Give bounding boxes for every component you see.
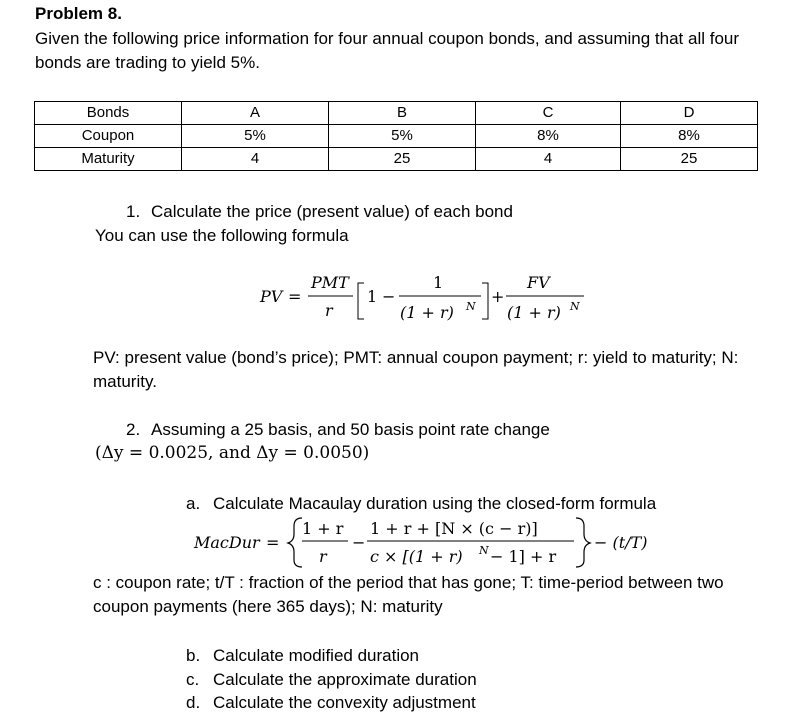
table-cell: C [476, 102, 621, 125]
item-text: Calculate the convexity adjustment [213, 693, 476, 712]
question-2 [126, 420, 550, 440]
question-number: 1. [126, 202, 141, 221]
table-cell: 4 [182, 148, 329, 171]
question-2d [186, 693, 476, 713]
item-text: Calculate the approximate duration [213, 670, 477, 689]
table-cell: A [182, 102, 329, 125]
equals-sign: = [266, 533, 280, 552]
one-term: 1 [367, 287, 378, 306]
minus-sign: − [382, 287, 396, 306]
fv-denominator: (1 + r) [507, 303, 561, 322]
rate-change-values: (Δy = 0.0025, and Δy = 0.0050) [95, 443, 370, 463]
question-2c [186, 670, 477, 690]
question-1 [126, 202, 513, 222]
right-brace [576, 518, 590, 567]
table-cell: 4 [476, 148, 621, 171]
plus-sign: + [491, 287, 505, 306]
minus-sign: − [352, 533, 366, 552]
den2: c × [(1 + r) [370, 547, 463, 566]
num1: 1 + r [302, 519, 344, 538]
table-row [35, 125, 758, 148]
table-cell: 25 [329, 148, 476, 171]
question-number: 2. [126, 420, 141, 439]
table-cell: 5% [182, 125, 329, 148]
left-bracket [358, 283, 364, 319]
question-text: Assuming a 25 basis, and 50 basis point rate change [151, 420, 550, 439]
exponent-n: N [479, 544, 489, 557]
table-row [35, 148, 758, 171]
variable-definitions: PV: present value (bond’s price); PMT: annual coupon payment; r: yield to maturity; N: maturity. [93, 348, 739, 391]
row-label: Coupon [35, 125, 182, 148]
item-letter: a. [186, 494, 201, 513]
pv-formula [250, 262, 590, 324]
table-cell: 8% [621, 125, 758, 148]
exponent-n: N [466, 300, 476, 313]
row-label: Bonds [35, 102, 182, 125]
problem-intro: Given the following price information for four annual coupon bonds, and assuming that all four bonds are trading to yield 5%. [35, 29, 740, 72]
question-1-sub: You can use the following formula [95, 226, 349, 245]
exponent-n: N [570, 300, 580, 313]
equals-sign: = [288, 287, 302, 306]
left-brace [288, 518, 302, 567]
table-row [35, 102, 758, 125]
time-adjust: − (t/T) [594, 533, 648, 552]
table-cell: 25 [621, 148, 758, 171]
question-2b [186, 646, 419, 666]
discount-denominator: (1 + r) [400, 303, 454, 322]
macdur-lhs: MacDur [194, 533, 260, 552]
item-letter: d. [186, 693, 201, 712]
table-cell: 8% [476, 125, 621, 148]
problem-title: Problem 8. [35, 4, 122, 23]
row-label: Maturity [35, 148, 182, 171]
question-2a [186, 494, 656, 514]
fv-numerator: FV [527, 273, 550, 292]
item-letter: b. [186, 646, 201, 665]
macdur-formula [190, 512, 660, 568]
bonds-table [34, 101, 758, 171]
pv-lhs: PV [260, 287, 283, 306]
den1: r [319, 547, 327, 566]
question-text: Calculate the price (present value) of each bond [151, 202, 513, 221]
r-denominator: r [325, 301, 333, 320]
pmt-numerator: PMT [311, 273, 349, 292]
table-cell: 5% [329, 125, 476, 148]
coupon-definitions: c : coupon rate; t/T : fraction of the period that has gone; T: time-period between two coupon payments (here 365 days); N: maturity [93, 573, 724, 616]
den2-tail: − 1] + r [490, 547, 557, 566]
item-text: Calculate Macaulay duration using the closed-form formula [213, 494, 657, 513]
table-cell: D [621, 102, 758, 125]
num2: 1 + r + [N × (c − r)] [370, 519, 538, 538]
one-numerator: 1 [433, 273, 444, 292]
table-cell: B [329, 102, 476, 125]
item-text: Calculate modified duration [213, 646, 420, 665]
right-bracket [482, 283, 488, 319]
item-letter: c. [186, 670, 200, 689]
